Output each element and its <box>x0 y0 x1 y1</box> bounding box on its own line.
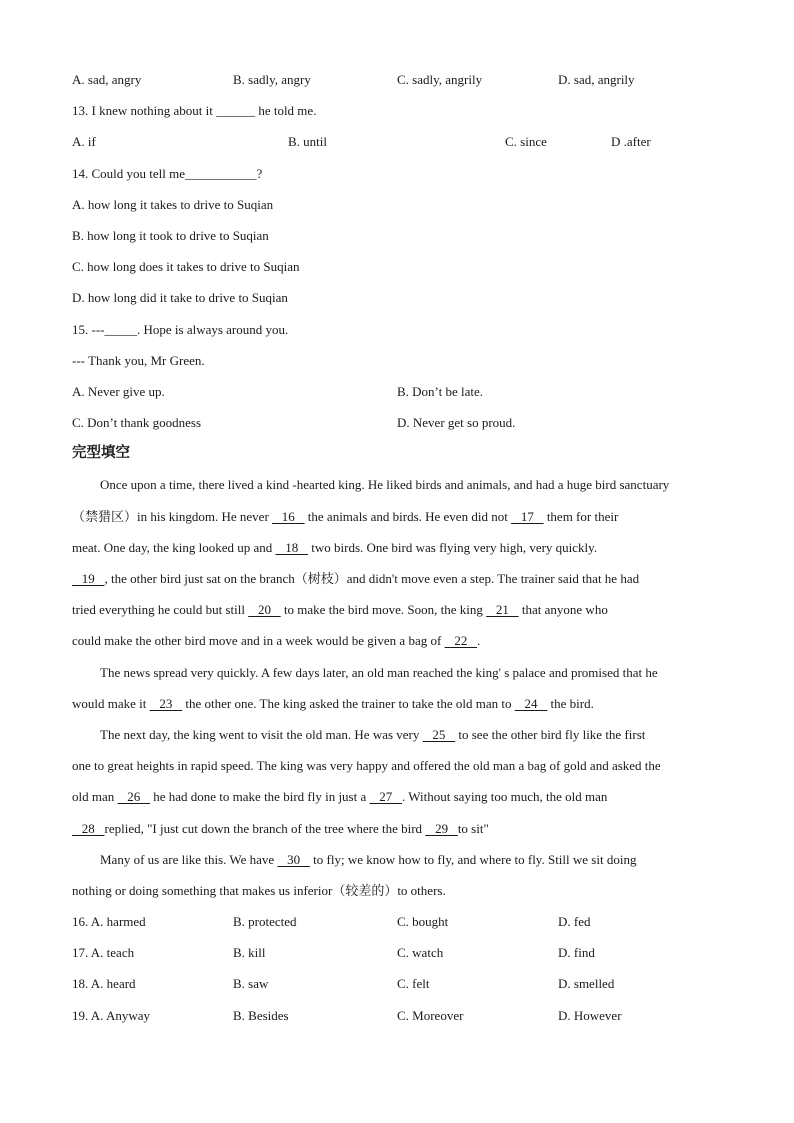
q15-option-c: C. Don’t thank goodness <box>72 415 202 431</box>
answer-blank: 16 <box>272 508 305 524</box>
passage-line <box>72 657 722 688</box>
q15-options-row1 <box>72 376 722 407</box>
passage-text: replied, "I just cut down the branch of the tree where the bird <box>104 820 426 836</box>
passage-text: that anyone who <box>518 602 608 618</box>
q12-option-b: B. sadly, angry <box>233 72 311 87</box>
q18-option-a: 18. A. heard <box>72 976 136 992</box>
passage-line <box>72 813 722 844</box>
passage-line <box>72 750 722 781</box>
passage-text: Once upon a time, there lived a kind -hearted king. He liked birds and animals, and had a huge bird sanctuary <box>100 477 670 493</box>
answer-blank: 29 <box>425 820 458 836</box>
passage-text: The news spread very quickly. A few days later, an old man reached the king' s palace and promised that he <box>100 664 658 680</box>
q18-option-c: C. felt <box>397 976 430 992</box>
q19-option-a: 19. A. Anyway <box>72 1007 150 1023</box>
passage-text: Many of us are like this. We have <box>100 851 278 867</box>
q14-option-d: D. how long did it take to drive to Suqian <box>72 290 288 306</box>
passage-line <box>72 688 722 719</box>
q16-option-a: 16. A. harmed <box>72 914 146 930</box>
q19-option-b: B. Besides <box>233 1007 289 1023</box>
passage-text: to see the other bird fly like the first <box>455 726 646 742</box>
answer-blank: 30 <box>277 851 310 867</box>
q16-option-b: B. protected <box>233 914 297 930</box>
answer-blank: 20 <box>248 602 281 618</box>
q13-options <box>72 126 722 157</box>
q14-option-b: B. how long it took to drive to Suqian <box>72 227 269 243</box>
passage-line <box>72 532 722 563</box>
q14-option-c: C. how long does it takes to drive to Suqian <box>72 259 300 275</box>
q15-options-row2 <box>72 407 722 438</box>
q19-option-d: D. However <box>558 1007 622 1023</box>
answer-blank: 28 <box>72 820 105 836</box>
passage-line <box>72 563 722 594</box>
answer-blank: 25 <box>422 726 456 742</box>
answer-blank: 21 <box>486 602 519 618</box>
q18-option-d: D. smelled <box>558 976 615 992</box>
q19-option-c: C. Moreover <box>397 1007 464 1023</box>
passage-text: tried everything he could but still <box>72 602 249 618</box>
passage-text: could make the other bird move and in a week would be given a bag of <box>72 633 445 649</box>
q15-stem: 15. ---_____. Hope is always around you. <box>72 321 289 337</box>
q18-options <box>72 968 722 999</box>
q16-options <box>72 906 722 937</box>
q15-option-a: A. Never give up. <box>72 383 165 399</box>
passage-text: . Without saying too much, the old man <box>402 789 608 805</box>
q14-option-a: A. how long it takes to drive to Suqian <box>72 196 274 212</box>
answer-blank: 26 <box>117 789 150 805</box>
passage-text: The next day, the king went to visit the old man. He was very <box>100 726 423 742</box>
answer-blank: 19 <box>72 571 105 586</box>
passage-line <box>72 501 722 532</box>
passage-text: one to great heights in rapid speed. The king was very happy and offered the old man a bag of gold and asked the <box>72 758 661 774</box>
q17-options <box>72 937 722 968</box>
section-title: 完型填空 <box>72 445 130 462</box>
q12-option-a: A. sad, angry <box>72 72 142 87</box>
q13-option-a: A. if <box>72 134 96 150</box>
answer-blank: 17 <box>511 508 544 524</box>
passage-text: （禁猎区）in his kingdom. He never <box>72 508 273 524</box>
q15-option-d: D. Never get so proud. <box>397 415 516 431</box>
passage-text: to fly; we know how to fly, and where to fly. Still we sit doing <box>309 851 637 867</box>
q17-option-d: D. find <box>558 945 595 961</box>
passage-text: . <box>477 633 481 649</box>
q12-option-c: C. sadly, angrily <box>397 72 483 87</box>
q13-stem: 13. I knew nothing about it ______ he told me. <box>72 103 317 119</box>
q16-option-d: D. fed <box>558 914 591 930</box>
q17-option-b: B. kill <box>233 945 266 961</box>
passage-text: the other one. The king asked the trainer to take the old man to <box>182 695 515 711</box>
q12-options <box>72 64 722 95</box>
passage-text: to make the bird move. Soon, the king <box>280 602 487 618</box>
q19-options <box>72 1000 722 1031</box>
passage-text: two birds. One bird was flying very high, very quickly. <box>308 539 598 555</box>
q17-option-a: 17. A. teach <box>72 945 135 961</box>
q15-option-b: B. Don’t be late. <box>397 383 484 399</box>
answer-blank: 23 <box>149 695 183 711</box>
exam-page <box>72 64 722 1031</box>
passage-line <box>72 719 722 750</box>
passage-line <box>72 594 722 625</box>
passage-text: , the other bird just sat on the branch（树枝）and didn't move even a step. The trainer said that he had <box>104 571 640 586</box>
q16-option-c: C. bought <box>397 914 449 930</box>
q17-option-c: C. watch <box>397 945 444 961</box>
passage-text: the animals and birds. He even did not <box>304 508 512 524</box>
q15-reply: --- Thank you, Mr Green. <box>72 352 205 368</box>
answer-blank: 27 <box>369 789 403 805</box>
passage-text: he had done to make the bird fly in just a <box>150 789 370 805</box>
passage-line <box>72 625 722 656</box>
passage-line <box>72 875 722 906</box>
q18-option-b: B. saw <box>233 976 269 992</box>
answer-blank: 22 <box>444 633 478 649</box>
cloze-passage <box>72 469 722 906</box>
passage-text: them for their <box>543 508 619 524</box>
q14-stem: 14. Could you tell me___________? <box>72 165 263 181</box>
passage-line <box>72 781 722 812</box>
passage-text: old man <box>72 789 118 805</box>
passage-line <box>72 469 722 500</box>
passage-text: meat. One day, the king looked up and <box>72 539 276 555</box>
passage-text: the bird. <box>547 695 594 711</box>
passage-text: would make it <box>72 695 150 711</box>
q12-option-d: D. sad, angrily <box>558 72 635 87</box>
answer-blank: 24 <box>514 695 548 711</box>
q13-option-d: D .after <box>611 134 651 150</box>
answer-blank: 18 <box>275 539 308 555</box>
q13-option-b: B. until <box>288 134 328 150</box>
passage-text: to sit" <box>457 820 489 836</box>
q13-option-c: C. since <box>505 134 547 150</box>
passage-text: nothing or doing something that makes us inferior（较差的）to others. <box>72 882 446 898</box>
passage-line <box>72 844 722 875</box>
